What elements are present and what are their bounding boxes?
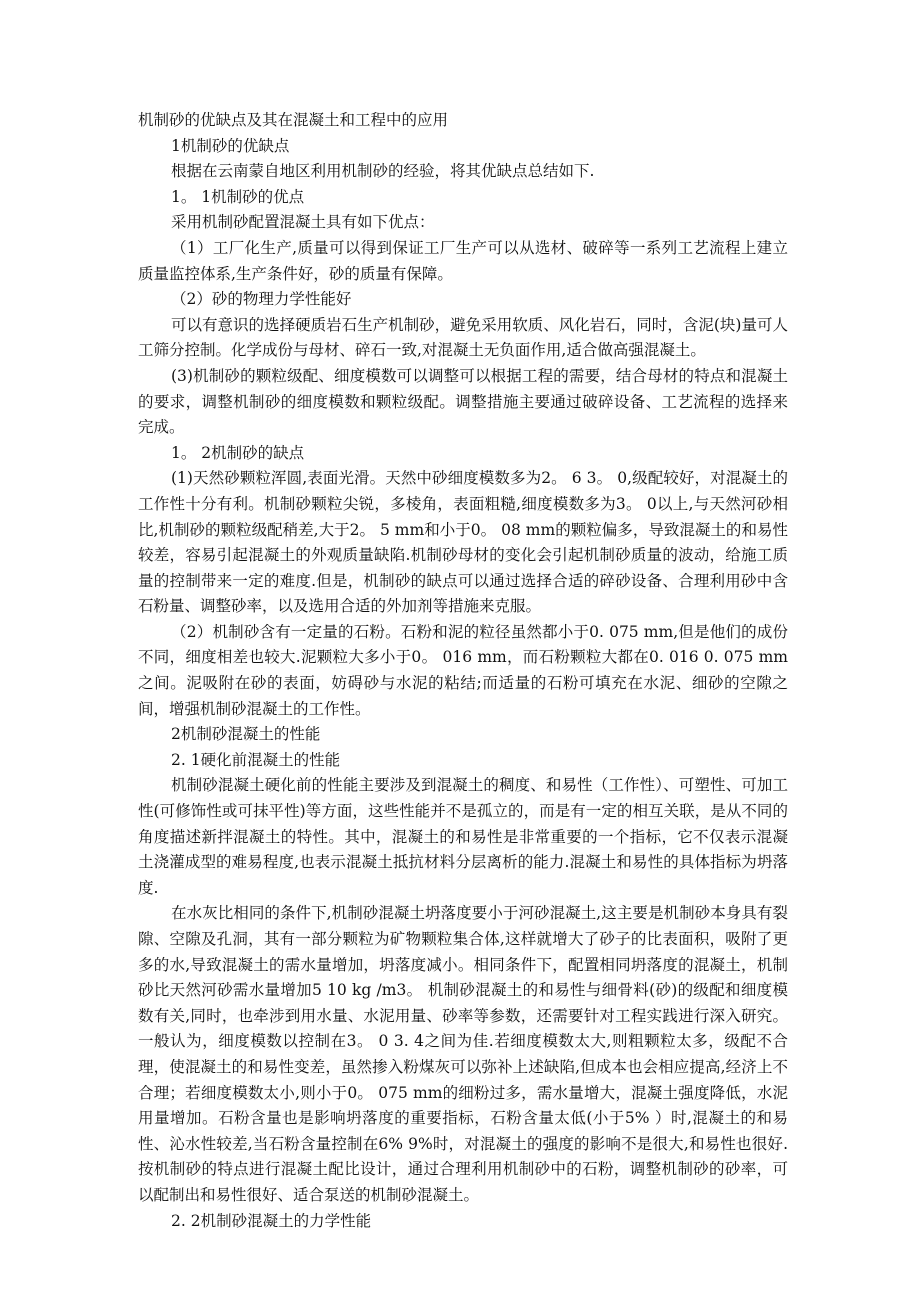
subsection-heading: 1。 1机制砂的优点 [171,187,305,206]
paragraph: 采用机制砂配置混凝土具有如下优点： [171,213,435,232]
subsection-heading: 2. 2机制砂混凝土的力学性能 [171,1211,372,1230]
subsection-heading: 1。 2机制砂的缺点 [171,443,305,462]
document-body [138,108,788,1234]
list-item: （2）机制砂含有一定量的石粉。石粉和泥的粒径虽然都小于0. 075 mm,但是他们的成份不同，细度相差也较大.泥颗粒大多小于0。 016 mm，而石粉颗粒大都在0. 016 0. 075 mm之间。泥吸附在砂的表面，妨碍砂与水泥的粘结;而适量的石粉可填充在水泥、细砂的空隙之间，增强机制砂混凝土的工作性。 [138,622,788,718]
paragraph: 根据在云南蒙自地区利用机制砂的经验，将其优缺点总结如下. [171,162,595,181]
subsection-heading: 2. 1硬化前混凝土的性能 [171,750,341,769]
list-item: （1）工厂化生产,质量可以得到保证工厂生产可以从选材、破碎等一系列工艺流程上建立质量监控体系,生产条件好，砂的质量有保障。 [138,238,788,283]
doc-title: 机制砂的优缺点及其在混凝土和工程中的应用 [138,111,449,129]
section-heading: 1机制砂的优缺点 [171,136,290,155]
section-heading: 2机制砂混凝土的性能 [171,725,321,744]
list-item: （2）砂的物理力学性能好 [171,290,352,309]
list-item: (3)机制砂的颗粒级配、细度模数可以调整可以根据工程的需要，结合母材的特点和混凝土的要求，调整机制砂的细度模数和颗粒级配。调整措施主要通过破碎设备、工艺流程的选择来完成。 [138,366,788,437]
paragraph: 可以有意识的选择硬质岩石生产机制砂，避免采用软质、风化岩石，同时，含泥(块)量可人工筛分控制。化学成份与母材、碎石一致,对混凝土无负面作用,适合做高强混凝土。 [138,315,788,360]
paragraph: 在水灰比相同的条件下,机制砂混凝土坍落度要小于河砂混凝土,这主要是机制砂本身具有裂隙、空隙及孔洞，其有一部分颗粒为矿物颗粒集合体,这样就增大了砂子的比表面积，吸附了更多的水,导致混凝土的需水量增加，坍落度减小。相同条件下，配置相同坍落度的混凝土，机制砂比天然河砂需水量增加5 10 kg /m3。 机制砂混凝土的和易性与细骨料(砂)的级配和细度模数有关,同时，也牵涉到用水量、水泥用量、砂率等参数，还需要针对工程实践进行深入研究。一般认为，细度模数以控制在3。 0 3. 4之间为佳.若细度模数太大,则粗颗粒太多，级配不合理，使混凝土的和易性变差，虽然掺入粉煤灰可以弥补上述缺陷,但成本也会相应提高,经济上不合理；若细度模数太小,则小于0。 075 mm的细粉过多，需水量增大，混凝土强度降低，水泥用量增加。石粉含量也是影响坍落度的重要指标，石粉含量太低(小于5% ）时,混凝土的和易性、沁水性较差,当石粉含量控制在6% 9%时，对混凝土的强度的影响不是很大,和易性也很好.按机制砂的特点进行混凝土配比设计，通过合理利用机制砂中的石粉，调整机制砂的砂率，可以配制出和易性很好、适合泵送的机制砂混凝土。 [138,904,788,1204]
list-item: (1)天然砂颗粒浑圆,表面光滑。天然中砂细度模数多为2。 6 3。 0,级配较好，对混凝土的工作性十分有利。机制砂颗粒尖锐，多棱角，表面粗糙,细度模数多为3。 0以上,与天然河砂相比,机制砂的颗粒级配稍差,大于2。 5 mm和小于0。 08 mm的颗粒偏多，导致混凝土的和易性较差，容易引起混凝土的外观质量缺陷.机制砂母材的变化会引起机制砂质量的波动，给施工质量的控制带来一定的难度.但是，机制砂的缺点可以通过选择合适的碎砂设备、合理利用砂中含石粉量、调整砂率，以及选用合适的外加剂等措施来克服。 [138,469,788,616]
paragraph: 机制砂混凝土硬化前的性能主要涉及到混凝土的稠度、和易性（工作性）、可塑性、可加工性(可修饰性或可抹平性)等方面，这些性能并不是孤立的，而是有一定的相互关联，是从不同的角度描述新拌混凝土的特性。其中，混凝土的和易性是非常重要的一个指标，它不仅表示混凝土浇灌成型的难易程度,也表示混凝土抵抗材料分层离析的能力.混凝土和易性的具体指标为坍落度. [138,776,788,897]
